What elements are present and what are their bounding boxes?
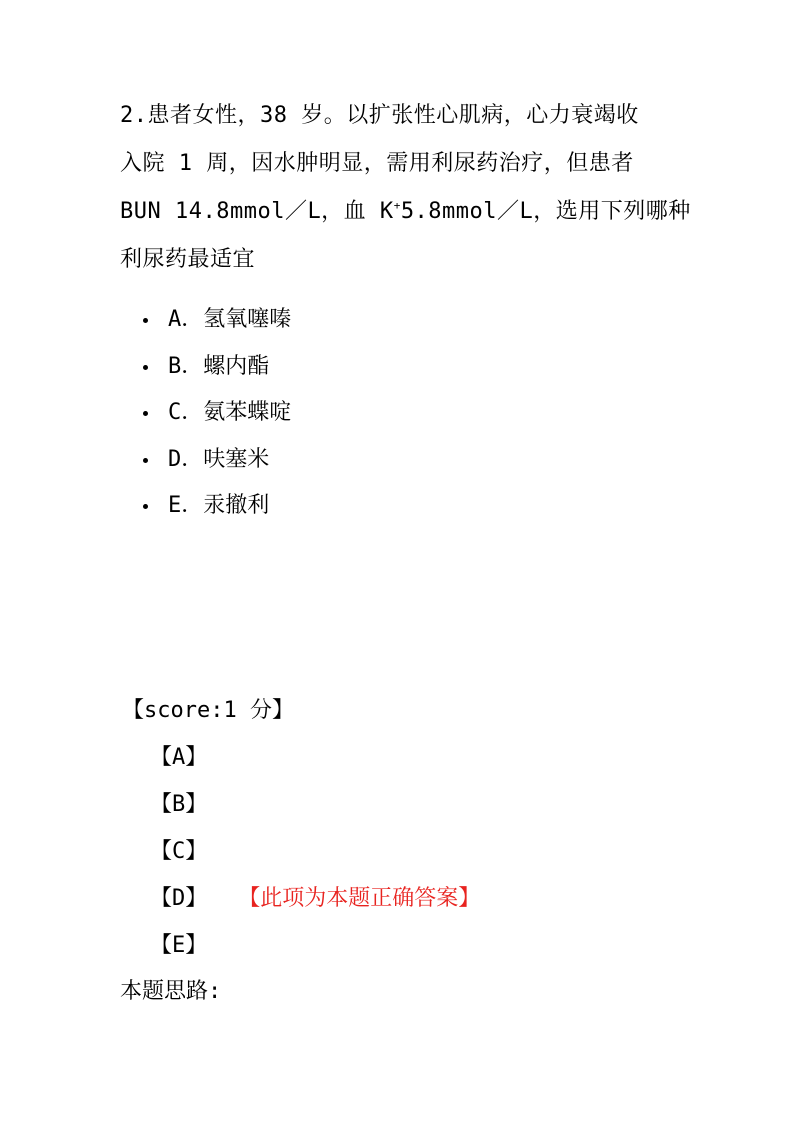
score-label: 【score:1 分】: [122, 698, 294, 723]
option-label: D．呋塞米: [168, 446, 270, 472]
bullet-icon: [143, 458, 148, 463]
option-label: C．氨苯蝶啶: [168, 400, 292, 425]
bullet-icon: [143, 411, 148, 416]
question-line-1: 2.患者女性，38 岁。以扩张性心肌病，心力衰竭收: [120, 103, 639, 128]
correct-answer-mark: 【此项为本题正确答案】: [249, 886, 481, 911]
answer-label: 【E】: [150, 933, 208, 958]
answer-b: [150, 781, 480, 828]
question-line-3-end: 5.8mmol／L，选用下列哪种: [400, 199, 691, 224]
question-stem: [120, 92, 691, 284]
option-label: B．螺内酯: [168, 353, 270, 379]
option-c: [140, 390, 291, 437]
option-e: [140, 483, 291, 530]
option-a: [140, 297, 291, 344]
answer-c: [150, 828, 480, 875]
option-b: [140, 344, 291, 391]
answer-label: 【A】: [150, 745, 208, 770]
bullet-icon: [143, 504, 148, 509]
option-d: [140, 437, 291, 484]
potassium-charge: +: [393, 199, 401, 212]
answer-label: 【C】: [150, 839, 208, 864]
answer-a: [150, 734, 480, 781]
analysis-label: 本题思路:: [120, 979, 222, 1004]
option-list: [140, 297, 291, 530]
answer-label: 【D】: [150, 886, 208, 911]
answer-list: [150, 734, 480, 969]
question-line-3-start: BUN 14.8mmol／L，血 K: [120, 199, 394, 224]
option-label: A．氢氧噻嗪: [168, 307, 292, 332]
answer-label: 【B】: [150, 792, 208, 817]
option-label: E．汞撤利: [168, 493, 270, 518]
answer-e: [150, 922, 480, 969]
bullet-icon: [143, 318, 148, 323]
answer-d: [150, 875, 480, 922]
question-line-3: [120, 188, 691, 236]
bullet-icon: [143, 365, 148, 370]
question-line-2: 入院 1 周，因水肿明显，需用利尿药治疗，但患者: [120, 151, 634, 176]
question-line-4: 利尿药最适宜: [120, 247, 256, 272]
